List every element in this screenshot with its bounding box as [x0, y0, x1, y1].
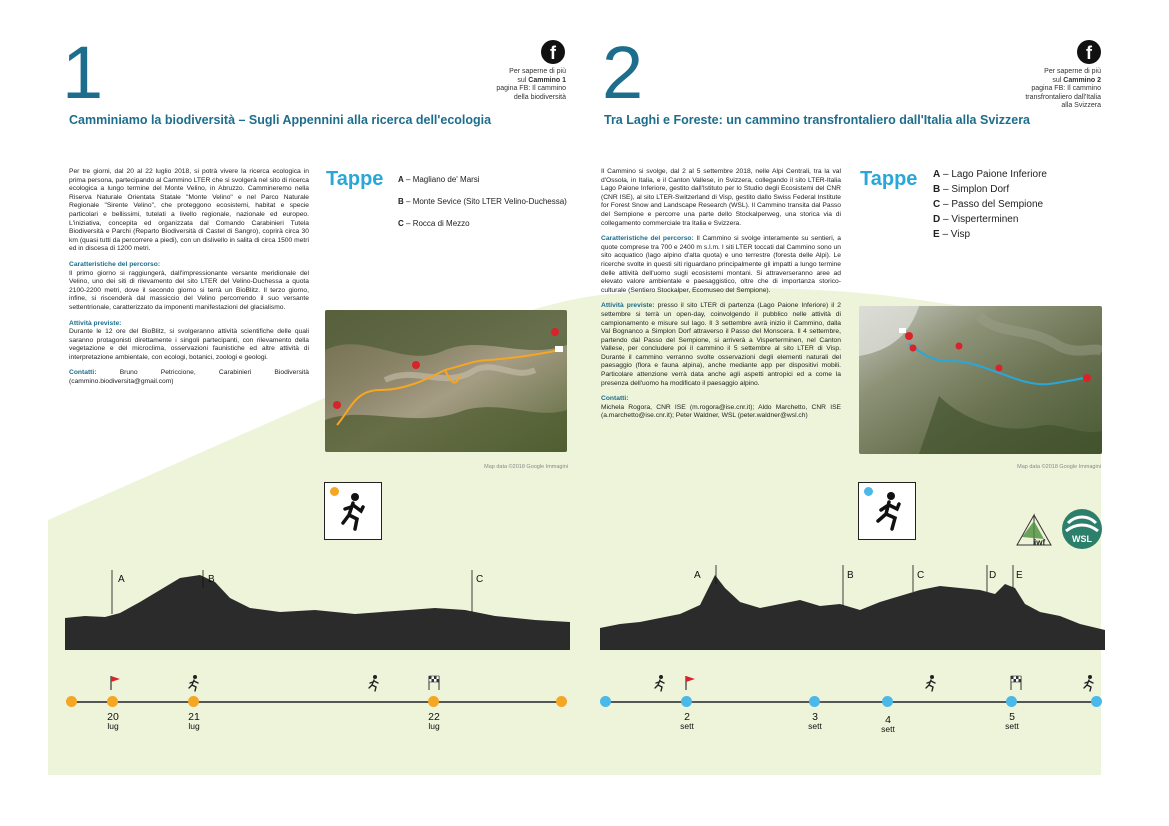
map-credit: Map data ©2018 Google Immagini	[484, 464, 568, 470]
stage-name: Simplon Dorf	[951, 184, 1010, 195]
profile-label-c: C	[476, 574, 484, 585]
stage-separator: –	[940, 184, 952, 195]
timeline-line	[605, 701, 1097, 703]
timeline-dot	[428, 696, 439, 707]
stage-separator: –	[403, 219, 413, 228]
timeline-dot	[600, 696, 611, 707]
profile-label-a: A	[118, 574, 125, 585]
timeline-date: 22 lug	[428, 711, 440, 731]
timeline-dot	[66, 696, 77, 707]
stage-name: Visp	[950, 229, 971, 240]
timeline-dot	[1091, 696, 1102, 707]
profile-label-c: C	[917, 570, 925, 581]
stage-separator: –	[940, 214, 952, 225]
profile-label-e: E	[1016, 570, 1023, 581]
intro-text: Per tre giorni, dal 20 al 22 luglio 2018, si potrà vivere la ricerca ecologica in prima persona, partecipando al Cammino LTER che si svolgerà nel sito di ricerca ecologica a lungo termine del Monte Velino, in Abruzzo. Cammineremo nella Riserva Naturale Orientata Statale "Monte Velino" e nel Parco Naturale Regionale "Sirente Velino", che proteggono ecosistemi, habitat e specie particolari e bellissimi, tutelati a livello regionale, nazionale ed europeo. L'iniziativa, concepita ed organizzata dal Comando Carabinieri Tutela Biodiversità e Parchi (Reparto Biodiversità di Castel di Sangro), coprirà circa 30 km (quasi tutti da percorrere a piedi), con un dislivello in salita di circa 1500 metri ed in discesa di 1200 metri. Caratteristiche del percorso: Il primo giorno si raggiungerà, dall'impressionante versante meridionale del Velino, uno dei siti di rilevamento del sito LTER del Velino-Duchessa a quota 2100-2200 metri, dove il secondo giorno si terrà un BioBlitz. Il terzo giorno, infine, si riscenderà dal massiccio del Velino percorrendo il suo versante settentrionale, caratterizzato da imponenti manifestazioni del glacialismo. Attività previste: Durante le 12 ore del BioBlitz, si svolgeranno attività scientifiche delle quali saranno protagonisti direttamente i singoli partecipanti, con rilevamento della vegetazione e del microclima, osservazioni faunistiche ed altre attività di interpretazione ambientale, con ecologi, botanici, zoologi e geologi. Contatti: Bruno Petriccione, Carabinieri Biodiversità (cammino.biodiversita@gmail.com)	[69, 168, 309, 386]
stage-item	[398, 169, 567, 191]
stage-item	[398, 191, 567, 213]
stage-letter: B	[398, 197, 404, 206]
stage-name: Rocca di Mezzo	[412, 219, 470, 228]
stage-name: Visperterminen	[951, 214, 1019, 225]
timeline-dot	[809, 696, 820, 707]
timeline-dot	[1006, 696, 1017, 707]
section-number: 2	[602, 31, 644, 114]
stage-letter: C	[933, 199, 941, 210]
timeline-date: 3 sett	[808, 711, 822, 731]
stage-letter: A	[933, 169, 941, 180]
wsl-logo: WSL	[1062, 509, 1102, 549]
finish-flag-icon	[1009, 675, 1023, 691]
timeline-dot	[681, 696, 692, 707]
intro-text: Il Cammino si svolge, dal 2 al 5 settembre 2018, nelle Alpi Centrali, tra la val d'Ossola, in Italia, e il Canton Vallese, in Svizzera, collegando il sito LTER-Italia Lago Paione Inferiore, gestito dall'Istituto per lo Studio degli Ecosistemi del CNR (CNR ISE), al sito LTER-Switzerland di Visp, gestito dallo Swiss Federal Institute for Forest Snow and Landscape Research (WSL). Il Cammino transita dal Passo del Sempione e percorre una parte dello Stockalperweg, una storica via di collegamento commerciale tra Italia e Svizzera. Caratteristiche del percorso: Il Cammino si svolge interamente su sentieri, a quote comprese tra 700 e 2400 m s.l.m. I siti LTER toccati dal Cammino sono un sito acquatico (lago alpino d'alta quota) e uno terrestre (foresta delle Alpi). Le ricerche svolte in questi siti riguardano principalmente gli impatti a lungo termine delle attività dell'uomo sugli ecosistemi montani. Si attraverseranno aree ad elevato valore ambientale e paesaggistico, oltre che di importanza storico-culturale (Sentiero Stockalper, Ecomuseo del Sempione). Attività previste: presso il sito LTER di partenza (Lago Paione Inferiore) il 2 settembre si terrà un open-day, coinvolgendo il pubblico nelle attività di campionamento e misure sul lago. Il 3 settembre avrà inizio il Cammino, dalla Val Bognanco a Simplon Dorf attraverso il Passo del Monscera. Il 4 settembre, partendo dal Passo del Sempione, si arriverà a Visperterminen, nel Canton Vallese, per concludere poi il cammino il 5 settembre al sito LTER di Visp. Durante il cammino verranno svolte osservazioni degli elementi naturali del paesaggio (flora e fauna alpina), anche mediante app per dispositivi mobili. Particolare attenzione verrà data anche agli aspetti antropici ed a come la presenza dell'uomo ha modificato il paesaggio alpino. Contatti: Michela Rogora, CNR ISE (m.rogora@ise.cnr.it); Aldo Marchetto, CNR ISE (a.marchetto@ise.cnr.it); Peter Waldner, WSL (peter.waldner@wsl.ch)	[601, 168, 841, 420]
timeline-date: 20 lug	[107, 711, 119, 731]
stage-item	[933, 227, 1047, 242]
runner-icon	[187, 674, 201, 692]
stage-item	[933, 212, 1047, 227]
stage-name: Passo del Sempione	[951, 199, 1044, 210]
runner-box	[858, 482, 916, 540]
runner-icon	[653, 674, 667, 692]
flag-icon	[684, 675, 696, 691]
facebook-icon[interactable]: f	[541, 40, 565, 64]
section-number: 1	[62, 31, 104, 114]
stage-letter: A	[398, 175, 404, 184]
stage-item	[933, 182, 1047, 197]
runner-icon	[859, 483, 917, 541]
timeline-dot	[556, 696, 567, 707]
stage-letter: E	[933, 229, 940, 240]
section-title: Tra Laghi e Foreste: un cammino transfrontaliero dall'Italia alla Svizzera	[604, 113, 1031, 127]
profile-label-b: B	[208, 574, 215, 585]
stage-item	[398, 213, 567, 235]
runner-box	[324, 482, 382, 540]
stage-letter: C	[398, 219, 404, 228]
timeline-date: 21 lug	[188, 711, 200, 731]
timeline-date: 5 sett	[1005, 711, 1019, 731]
stage-item	[933, 167, 1047, 182]
section-title: Camminiamo la biodiversità – Sugli Appennini alla ricerca dell'ecologia	[69, 113, 492, 127]
profile-label-b: B	[847, 570, 854, 581]
stage-name: Magliano de' Marsi	[412, 175, 480, 184]
stage-separator: –	[940, 169, 952, 180]
map-credit: Map data ©2018 Google Immagini	[1017, 464, 1101, 470]
stage-letter: D	[933, 214, 941, 225]
route-map	[859, 306, 1102, 454]
stage-separator: –	[403, 197, 413, 206]
stage-list	[933, 167, 1047, 242]
runner-icon	[325, 483, 383, 541]
stage-list	[398, 169, 567, 235]
timeline-date: 2 sett	[680, 711, 694, 731]
runner-icon	[367, 674, 381, 692]
stage-letter: B	[933, 184, 941, 195]
tappe-heading: Tappe	[326, 168, 384, 190]
facebook-note: Per saperne di più sul Cammino 2 pagina FB: Il cammino transfrontaliero dall'Italia alla Svizzera	[1025, 68, 1101, 109]
timeline-date: 4 sett	[881, 714, 895, 734]
elevation-profile	[65, 560, 570, 660]
finish-flag-icon	[427, 675, 441, 691]
facebook-icon[interactable]: f	[1077, 40, 1101, 64]
timeline-line	[70, 701, 562, 703]
tappe-heading: Tappe	[860, 168, 918, 190]
stage-separator: –	[403, 175, 413, 184]
timeline-dot	[188, 696, 199, 707]
route-map	[325, 310, 567, 452]
stage-separator: –	[940, 199, 952, 210]
stage-separator: –	[939, 229, 951, 240]
facebook-note: Per saperne di più sul Cammino 1 pagina FB: Il cammino della biodiversità	[496, 68, 566, 101]
stage-item	[933, 197, 1047, 212]
stage-name: Monte Sevice (Sito LTER Velino-Duchessa)	[412, 197, 567, 206]
profile-label-a: A	[694, 570, 701, 581]
iwf-logo: iwf	[1014, 511, 1054, 549]
stage-name: Lago Paione Inferiore	[951, 169, 1047, 180]
runner-icon	[1082, 674, 1096, 692]
timeline-dot	[107, 696, 118, 707]
flag-icon	[109, 675, 121, 691]
timeline-dot	[882, 696, 893, 707]
profile-label-d: D	[989, 570, 997, 581]
runner-icon	[924, 674, 938, 692]
